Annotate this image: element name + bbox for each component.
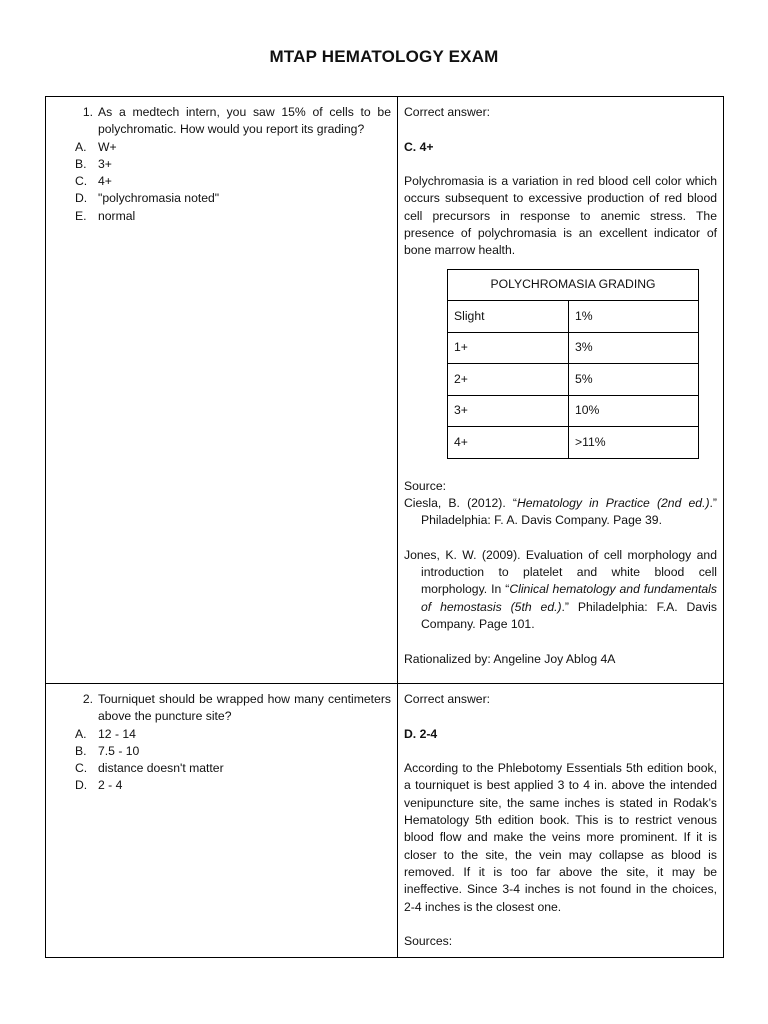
reference-jones: Jones, K. W. (2009). Evaluation of cell morphology and introduction to platelet and white blood cell morphology. In “Clinical hematology and fundamentals of hemostasis (5th ed.).” Philadelphia: F.A. Davis Company. Page 101. bbox=[404, 547, 717, 632]
correct-answer-label: Correct answer: bbox=[404, 105, 491, 119]
question-cell-2 bbox=[46, 684, 398, 958]
option-d: D. 2 - 4 bbox=[75, 778, 123, 793]
option-b: B. 7.5 - 10 bbox=[75, 743, 140, 758]
grading-row: Slight 1% bbox=[448, 301, 699, 333]
grading-row: 3+ 10% bbox=[448, 395, 699, 427]
correct-answer: C. 4+ bbox=[404, 139, 434, 154]
explanation: According to the Phlebotomy Essentials 5th edition book, a tourniquet is best applied 3 to 4 in. above the intended venipuncture site, the same inches is stated in Rodak’s Hematology 5th edition book. This is to restrict venous blood flow and make the veins more prominent. If it is closer to the site, the vein may collapse as blood is removed. If it is too far above the site, it may be ineffective. Since 3-4 inches is not found in the choices, 2-4 inches is the closest one. bbox=[404, 761, 717, 914]
grading-table-header: POLYCHROMASIA GRADING bbox=[448, 269, 699, 301]
question-table bbox=[45, 96, 724, 958]
question-stem-2 bbox=[52, 691, 391, 726]
source-label: Source: bbox=[404, 478, 447, 493]
correct-answer-label: Correct answer: bbox=[404, 692, 491, 706]
reference-ciesla: Ciesla, B. (2012). “Hematology in Practice (2nd ed.).” Philadelphia: F. A. Davis Company. Page 39. bbox=[404, 495, 717, 528]
grading-header-row bbox=[448, 269, 699, 301]
option-c: C. distance doesn't matter bbox=[75, 761, 224, 776]
option-e: E. normal bbox=[75, 208, 136, 223]
question-row-1 bbox=[46, 97, 724, 684]
correct-answer: D. 2-4 bbox=[404, 726, 438, 741]
grading-row: 2+ 5% bbox=[448, 364, 699, 396]
grading-row: 4+ >11% bbox=[448, 427, 699, 459]
exam-title: MTAP HEMATOLOGY EXAM bbox=[269, 47, 499, 66]
question-row-2 bbox=[46, 684, 724, 958]
option-a: A. 12 - 14 bbox=[75, 726, 136, 741]
question-stem-1 bbox=[52, 104, 391, 139]
explanation: Polychromasia is a variation in red blood cell color which occurs subsequent to excessive production of red blood cell precursors in response to anemic stress. The presence of polychromasia is an excellent indicator of bone marrow health. bbox=[404, 174, 717, 258]
option-c: C. 4+ bbox=[75, 174, 112, 189]
option-d: D. "polychromasia noted" bbox=[75, 191, 220, 206]
answer-cell-2 bbox=[398, 684, 724, 958]
grading-row: 1+ 3% bbox=[448, 332, 699, 364]
question-text: Tourniquet should be wrapped how many centimeters above the puncture site? bbox=[98, 692, 391, 724]
option-b: B. 3+ bbox=[75, 156, 112, 171]
question-number: 1. bbox=[82, 105, 93, 119]
rationalized-by: Rationalized by: Angeline Joy Ablog 4A bbox=[404, 651, 616, 666]
sources-label: Sources: bbox=[404, 934, 453, 949]
question-text: As a medtech intern, you saw 15% of cells to be polychromatic. How would you report its grading? bbox=[98, 105, 391, 137]
question-number: 2. bbox=[82, 692, 93, 706]
polychromasia-grading-table bbox=[447, 269, 699, 459]
question-cell-1 bbox=[46, 97, 398, 684]
option-a: A. W+ bbox=[75, 139, 117, 154]
answer-cell-1 bbox=[398, 97, 724, 684]
